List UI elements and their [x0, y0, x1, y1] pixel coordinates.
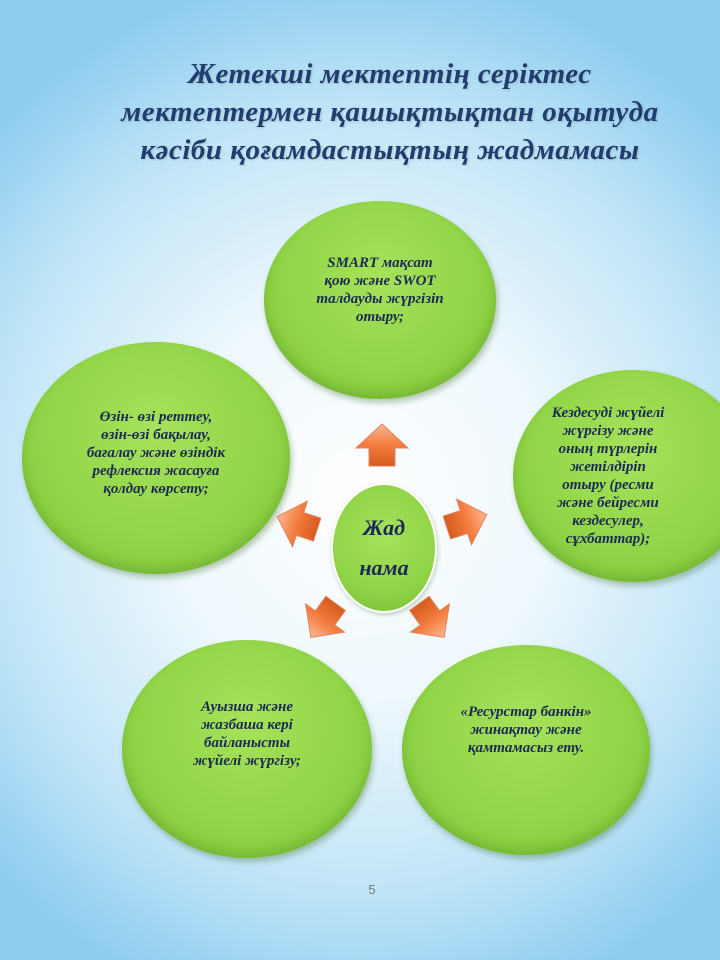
title-line-1: Жетекші мектептің серіктес — [188, 58, 592, 90]
arrow-left-icon — [270, 494, 325, 553]
title-line-2: мектептермен қашықтықтан оқытуда — [121, 96, 659, 128]
node-bottom-right-text: «Ресурстар банкін» жинақтау және қамтамасыз ету. — [460, 704, 592, 756]
node-left-text: Өзін- өзі реттеу, өзін-өзі бақылау, бағалау және өзіндік рефлексия жасауға қолдау көрсету; — [86, 409, 226, 497]
node-right-text: Кездесуді жүйелі жүргізу және оның түрлерін жетілдіріп отыру (ресми және бейресми кездесулер, сұхбаттар); — [551, 405, 665, 547]
arrow-bottom-left-icon — [291, 589, 355, 651]
center-node-text: Жад нама — [359, 515, 409, 580]
title-line-3: кәсіби қоғамдастықтың жадмамасы — [140, 134, 640, 166]
arrow-right-icon — [439, 492, 494, 551]
arrow-up-icon — [356, 424, 408, 466]
center-node — [331, 483, 437, 613]
page-number: 5 — [368, 882, 376, 897]
node-bottom-left-text: Ауызша және жазбаша кері байланысты жүйелі жүргізу; — [193, 699, 301, 769]
node-top-text: SMART мақсат қою және SWOT талдауды жүргізіп отыру; — [316, 255, 444, 325]
